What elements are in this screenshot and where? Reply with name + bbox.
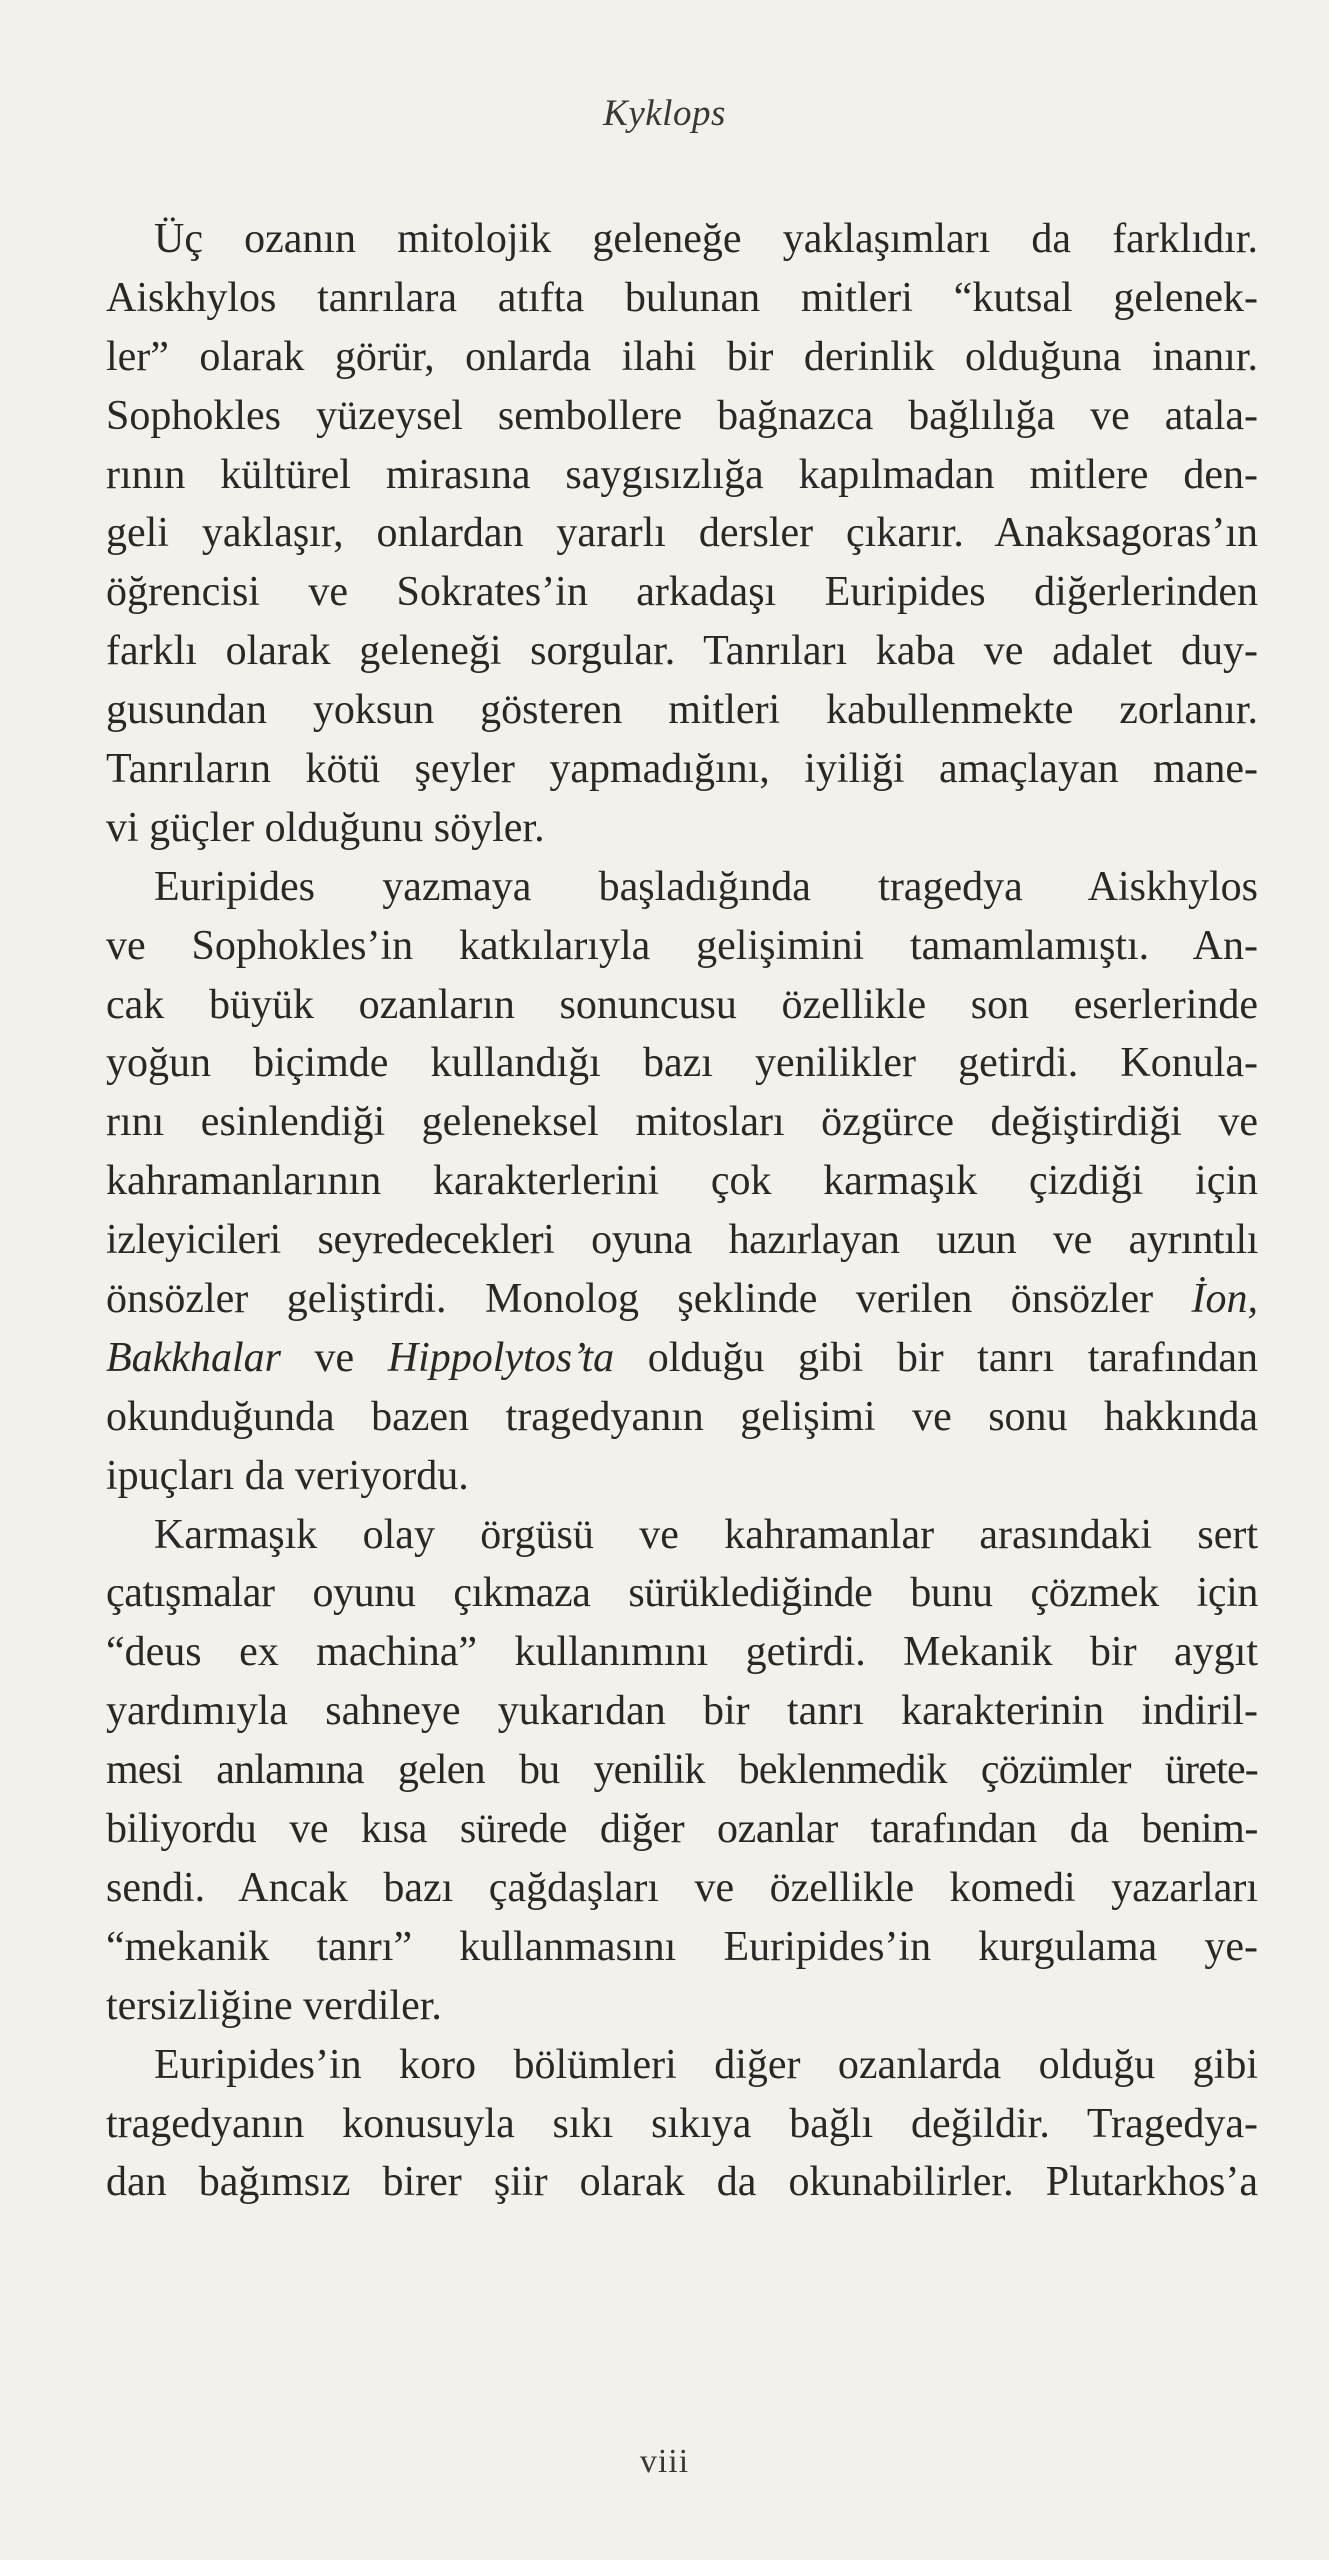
work-title: Bakkhalar bbox=[106, 1334, 281, 1381]
text-line: Tanrıların kötü şeyler yapmadığını, iyiliği amaçlayan mane- bbox=[106, 746, 1258, 793]
paragraph-1 bbox=[106, 210, 1258, 858]
text-line: farklı olarak geleneği sorgular. Tanrıları kaba ve adalet duy- bbox=[106, 628, 1258, 675]
text-line: tragedyanın konusuyla sıkı sıkıya bağlı değildir. Tragedya- bbox=[106, 2100, 1258, 2147]
text-line: cak büyük ozanların sonuncusu özellikle son eserlerinde bbox=[106, 981, 1258, 1028]
work-title: İon, bbox=[1191, 1276, 1258, 1323]
text-line: ve Sophokles’in katkılarıyla gelişimini tamamlamıştı. An- bbox=[106, 922, 1258, 969]
line-part: önsözler geliştirdi. Monolog şeklinde verilen önsözler bbox=[106, 1276, 1192, 1323]
line-part: olduğu gibi bir tanrı tarafından bbox=[614, 1334, 1258, 1381]
text-line: öğrencisi ve Sokrates’in arkadaşı Euripides diğerlerinden bbox=[106, 569, 1258, 616]
text-line: Sophokles yüzeysel sembollere bağnazca bağlılığa ve atala- bbox=[106, 392, 1258, 439]
text-line: Euripides’in koro bölümleri diğer ozanlarda olduğu gibi bbox=[154, 2041, 1258, 2088]
text-line: çatışmalar oyunu çıkmaza sürüklediğinde bunu çözmek için bbox=[106, 1570, 1258, 1617]
body-text bbox=[106, 210, 1258, 2212]
text-line: yardımıyla sahneye yukarıdan bir tanrı karakterinin indiril- bbox=[106, 1688, 1258, 1735]
text-line: Aiskhylos tanrılara atıfta bulunan mitleri “kutsal gelenek- bbox=[106, 274, 1258, 321]
text-line: geli yaklaşır, onlardan yararlı dersler çıkarır. Anaksagoras’ın bbox=[106, 510, 1258, 557]
text-line: ler” olarak görür, onlarda ilahi bir derinlik olduğuna inanır. bbox=[106, 333, 1258, 380]
text-line: okunduğunda bazen tragedyanın gelişimi ve sonu hakkında bbox=[106, 1393, 1258, 1440]
text-line: izleyicileri seyredecekleri oyuna hazırlayan uzun ve ayrıntılı bbox=[106, 1217, 1258, 1264]
text-line: Üç ozanın mitolojik geleneğe yaklaşımları da farklıdır. bbox=[154, 216, 1258, 262]
text-line: “mekanik tanrı” kullanmasını Euripides’in kurgulama ye- bbox=[106, 1923, 1258, 1970]
text-line bbox=[106, 1329, 1258, 1388]
text-line: rının kültürel mirasına saygısızlığa kapılmadan mitlere den- bbox=[106, 451, 1258, 498]
text-line: tersizliğine verdiler. bbox=[106, 1982, 442, 2029]
paragraph-4 bbox=[106, 2036, 1258, 2213]
line-part: ve bbox=[280, 1334, 388, 1381]
text-line: gusundan yoksun gösteren mitleri kabullenmekte zorlanır. bbox=[106, 687, 1258, 734]
text-line: biliyordu ve kısa sürede diğer ozanlar tarafından da benim- bbox=[106, 1806, 1258, 1853]
text-line bbox=[106, 1270, 1258, 1329]
text-line: yoğun biçimde kullandığı bazı yenilikler getirdi. Konula- bbox=[106, 1040, 1258, 1087]
text-line: dan bağımsız birer şiir olarak da okunabilirler. Plutarkhos’a bbox=[106, 2159, 1258, 2206]
text-line: Euripides yazmaya başladığında tragedya Aiskhylos bbox=[154, 863, 1258, 910]
page-number: viii bbox=[639, 2443, 690, 2480]
paragraph-3 bbox=[106, 1506, 1258, 2036]
work-title: Hippolytos’ta bbox=[387, 1334, 615, 1381]
text-line: Karmaşık olay örgüsü ve kahramanlar arasındaki sert bbox=[154, 1511, 1258, 1558]
text-line: rını esinlendiği geleneksel mitosları özgürce değiştirdiği ve bbox=[106, 1099, 1258, 1146]
text-line: vi güçler olduğunu söyler. bbox=[106, 804, 545, 851]
text-line: “deus ex machina” kullanımını getirdi. Mekanik bir aygıt bbox=[106, 1629, 1258, 1676]
text-line: mesi anlamına gelen bu yenilik beklenmedik çözümler ürete- bbox=[106, 1747, 1258, 1794]
text-line: ipuçları da veriyordu. bbox=[106, 1452, 469, 1499]
text-line: sendi. Ancak bazı çağdaşları ve özellikle komedi yazarları bbox=[106, 1864, 1258, 1911]
paragraph-2 bbox=[106, 858, 1258, 1506]
running-head: Kyklops bbox=[603, 93, 726, 134]
text-line: kahramanlarının karakterlerini çok karmaşık çizdiği için bbox=[106, 1158, 1258, 1205]
